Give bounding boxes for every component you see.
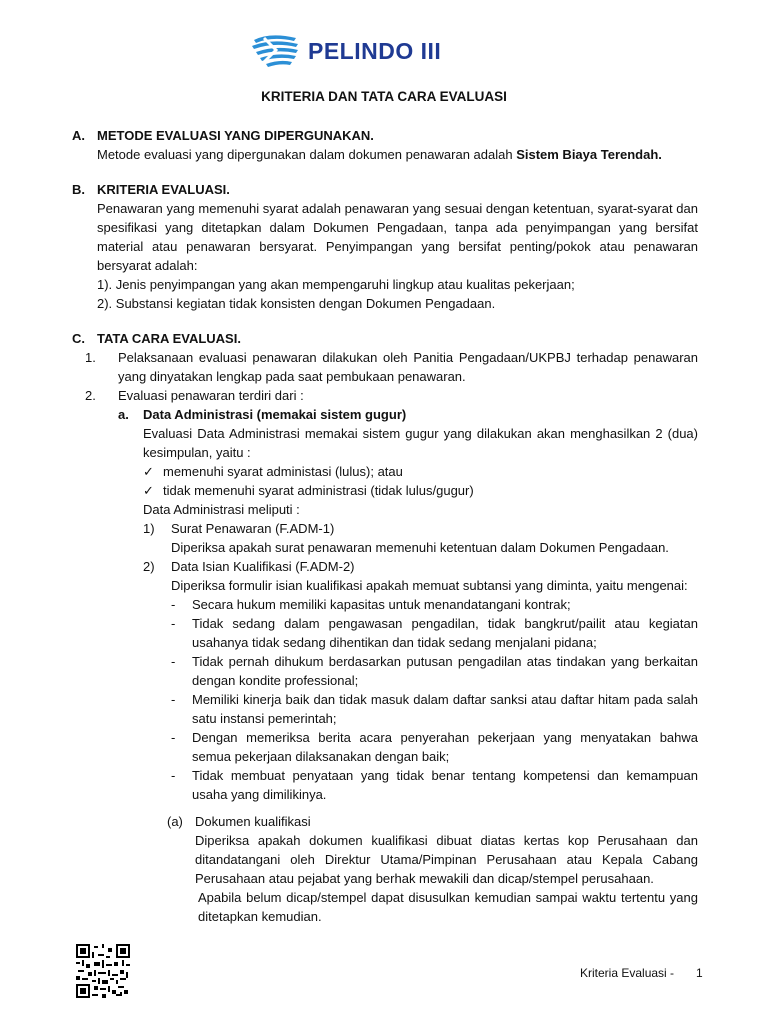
item-text: Pelaksanaan evaluasi penawaran dilakukan oleh Panitia Pengadaan/UKPBJ terhadap penawaran yang dinyatakan lengkap pada saat pembukaan penawaran. <box>118 350 698 384</box>
subsection-title: Data Administrasi (memakai sistem gugur) <box>143 407 407 422</box>
paragraph-text: Evaluasi Data Administrasi memakai sistem gugur yang dilakukan akan menghasilkan 2 (dua) kesimpulan, yaitu : <box>143 426 698 460</box>
dash-marker: - <box>171 692 176 707</box>
item-title: Data Isian Kualifikasi (F.ADM-2) <box>171 559 355 574</box>
paren-item <box>143 519 698 538</box>
dash-text: Tidak membuat penyataan yang tidak benar tentang kompetensi dan kemampuan usaha yang dimilikinya. <box>192 768 698 802</box>
item-body <box>171 576 698 804</box>
dash-marker: - <box>171 616 176 631</box>
item-title: Surat Penawaran (F.ADM-1) <box>171 521 335 536</box>
item-number: 2. <box>85 388 96 403</box>
dash-text: Memiliki kinerja baik dan tidak masuk dalam daftar sanksi atau daftar hitam pada salah satu instansi pemerintah; <box>192 692 698 726</box>
checkmark-icon: ✓ <box>143 464 154 479</box>
section-letter: B. <box>72 182 85 197</box>
section-title: TATA CARA EVALUASI. <box>97 331 241 346</box>
check-item <box>143 462 698 481</box>
dash-text: Tidak sedang dalam pengawasan pengadilan, tidak bangkrut/pailit atau kegiatan usahanya tidak sedang dihentikan dan tidak sedang menjalani pidana; <box>192 616 698 650</box>
pelindo-logo <box>250 30 441 72</box>
page-footer <box>580 966 703 980</box>
numbered-item <box>85 386 698 405</box>
method-name: Sistem Biaya Terendah. <box>516 147 662 162</box>
dash-marker: - <box>171 768 176 783</box>
paragraph-text: Metode evaluasi yang dipergunakan dalam dokumen penawaran adalah <box>97 147 517 162</box>
check-item <box>143 481 698 500</box>
item-text: Evaluasi penawaran terdiri dari : <box>118 388 304 403</box>
check-text: memenuhi syarat administasi (lulus); atau <box>163 464 403 479</box>
section-b <box>72 180 698 313</box>
subsection-label: a. <box>118 407 129 422</box>
dash-item <box>171 614 698 652</box>
item-text: Diperiksa apakah surat penawaran memenuhi ketentuan dalam Dokumen Pengadaan. <box>171 540 669 555</box>
dash-item <box>171 690 698 728</box>
item-text: Diperiksa apakah dokumen kualifikasi dibuat diatas kertas kop Perusahaan dan ditandatangani oleh Direktur Utama/Pimpinan Perusahaan atau Kepala Cabang Perusahaan atau pejabat yang berhak mewakili dan dicap/stempel perusahaan. <box>195 833 698 886</box>
dash-item <box>171 766 698 804</box>
subsection-a-heading <box>118 405 698 424</box>
letter-item <box>167 812 698 831</box>
dash-marker: - <box>171 654 176 669</box>
section-b-paragraph: Penawaran yang memenuhi syarat adalah penawaran yang sesuai dengan ketentuan, syarat-syarat dan spesifikasi yang ditetapkan dalam Dokumen Pengadaan, tanpa ada penyimpangan yang bersifat material atau penawaran bersyarat. Penyimpangan yang bersifat penting/pokok atau penawaran bersyarat adalah: <box>97 201 698 273</box>
qr-code-icon <box>76 944 130 998</box>
checkmark-icon: ✓ <box>143 483 154 498</box>
dash-marker: - <box>171 597 176 612</box>
item-label: (a) <box>167 814 183 829</box>
item-number: 1. <box>85 350 96 365</box>
section-title: METODE EVALUASI YANG DIPERGUNAKAN. <box>97 128 374 143</box>
footer-label: Kriteria Evaluasi - <box>580 966 675 980</box>
item-text: Diperiksa formulir isian kualifikasi apakah memuat subtansi yang diminta, yaitu mengenai: <box>171 578 688 593</box>
section-title: KRITERIA EVALUASI. <box>97 182 230 197</box>
section-a-heading <box>72 126 698 145</box>
wave-logo-icon <box>250 30 300 72</box>
subsection-a-body <box>143 424 698 926</box>
dash-marker: - <box>171 730 176 745</box>
dash-text: Secara hukum memiliki kapasitas untuk menandatangani kontrak; <box>192 597 571 612</box>
brand-name: PELINDO III <box>308 37 442 64</box>
section-b-heading <box>72 180 698 199</box>
item-text: Apabila belum dicap/stempel dapat disusulkan kemudian sampai waktu tertentu yang ditetapkan kemudian. <box>198 890 698 924</box>
list-item: 1). Jenis penyimpangan yang akan mempengaruhi lingkup atau kualitas pekerjaan; <box>97 277 575 292</box>
dash-item <box>171 652 698 690</box>
page-number: 1 <box>696 966 703 980</box>
item-number: 1) <box>143 521 155 536</box>
section-c-heading <box>72 329 698 348</box>
dash-item <box>171 728 698 766</box>
dash-item <box>171 595 698 614</box>
section-a-text <box>97 145 698 164</box>
paragraph-text: Data Administrasi meliputi : <box>143 502 300 517</box>
section-letter: C. <box>72 331 85 346</box>
list-item: 2). Substansi kegiatan tidak konsisten dengan Dokumen Pengadaan. <box>97 296 496 311</box>
section-letter: A. <box>72 128 85 143</box>
check-text: tidak memenuhi syarat administrasi (tidak lulus/gugur) <box>163 483 474 498</box>
dash-text: Tidak pernah dihukum berdasarkan putusan pengadilan atas tindakan yang berkaitan dengan kondite professional; <box>192 654 698 688</box>
document-title: KRITERIA DAN TATA CARA EVALUASI <box>261 89 507 104</box>
section-a <box>72 126 698 164</box>
paren-item <box>143 557 698 576</box>
item-title: Dokumen kualifikasi <box>195 814 311 829</box>
document-body <box>72 126 698 926</box>
numbered-item <box>85 348 698 386</box>
section-c <box>72 329 698 926</box>
dash-text: Dengan memeriksa berita acara penyerahan pekerjaan yang menyatakan bahwa semua pekerjaan dilaksanakan dengan baik; <box>192 730 698 764</box>
item-number: 2) <box>143 559 155 574</box>
